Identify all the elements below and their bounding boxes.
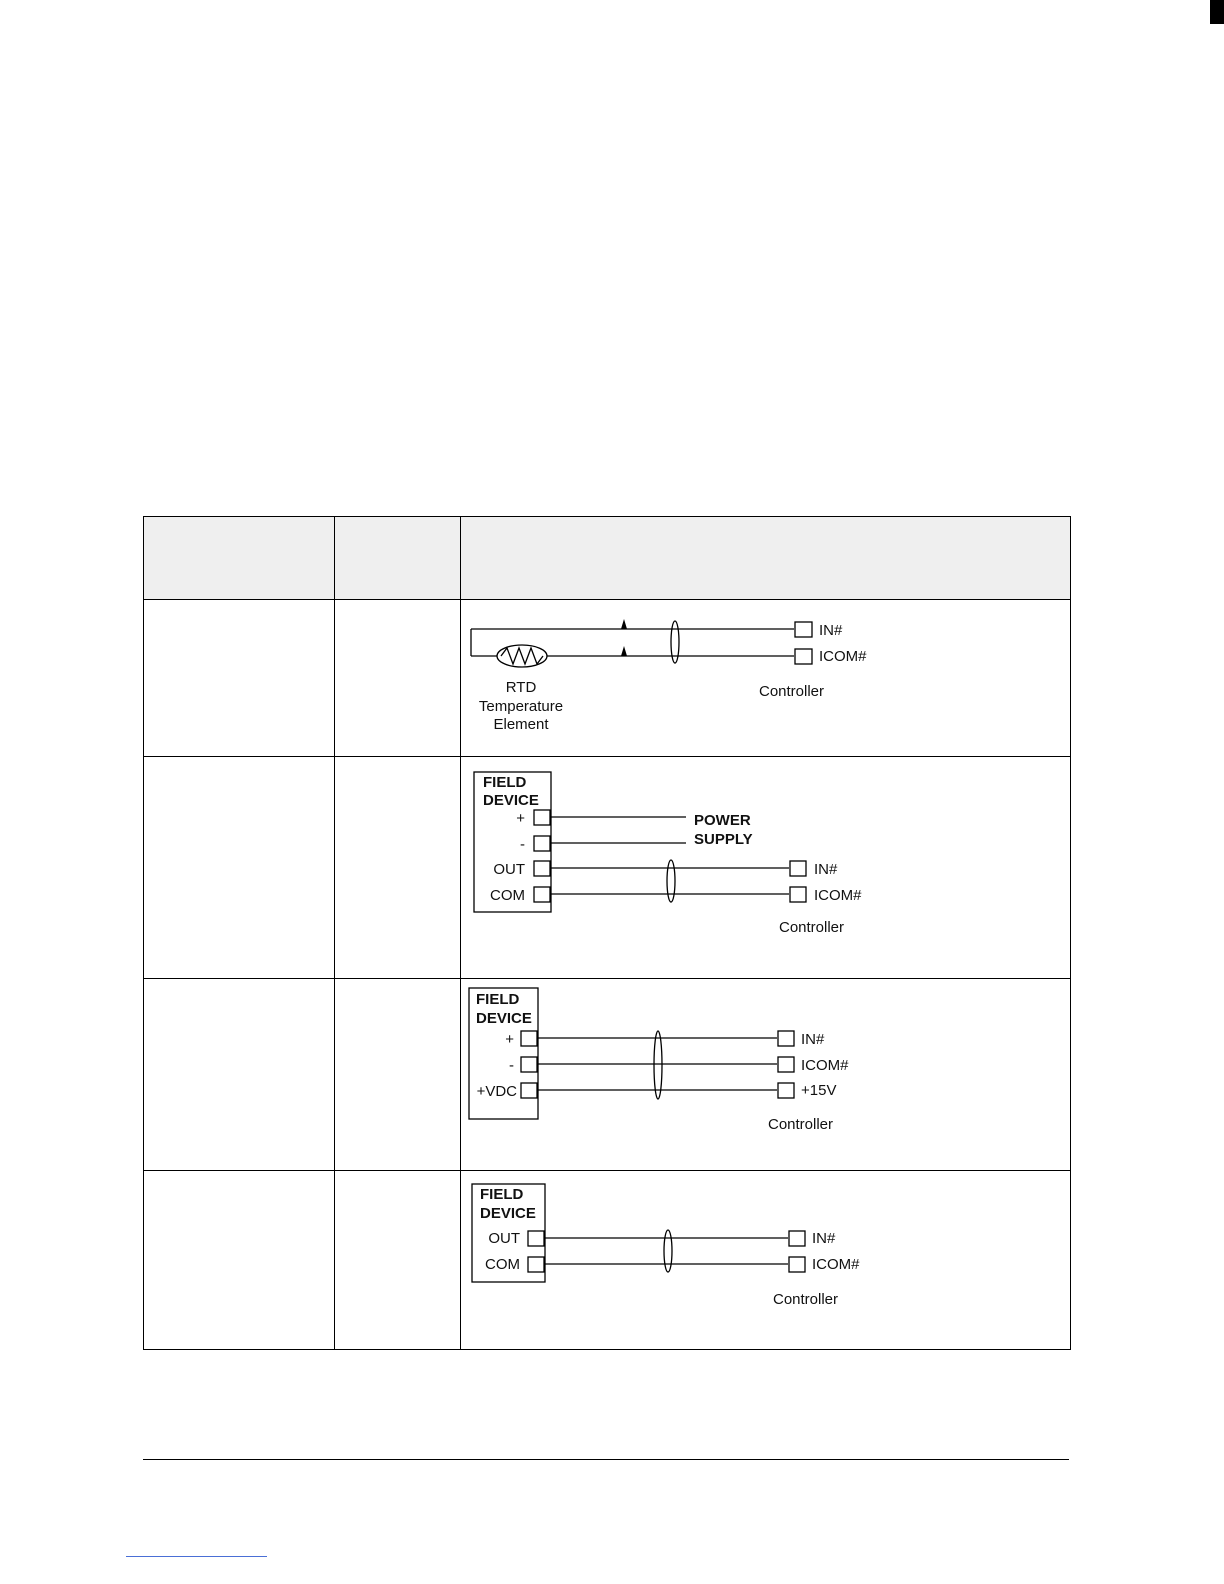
terminal-label: - — [520, 836, 525, 853]
header-cell-2 — [335, 517, 461, 600]
terminal-label: + — [516, 810, 525, 827]
field-device-title: FIELD — [483, 774, 527, 791]
row-1-col-1 — [144, 600, 335, 757]
row-3-diagram-cell — [461, 979, 1071, 1171]
terminal-icon — [534, 836, 550, 851]
row-4-col-2 — [335, 1171, 461, 1350]
rtd-label: Temperature — [478, 698, 564, 715]
row-2-col-2 — [335, 757, 461, 979]
terminal-icom-icon — [790, 887, 806, 902]
cable-shield-icon — [671, 621, 679, 663]
input-label-icom: ICOM# — [814, 887, 862, 904]
table-row — [144, 600, 1071, 757]
field-device-power-diagram — [461, 757, 1069, 977]
table-header-row — [144, 517, 1071, 600]
table-row — [144, 1171, 1071, 1350]
rtd-label: Element — [493, 716, 549, 733]
controller-label: Controller — [759, 683, 825, 700]
terminal-in-icon — [789, 1231, 805, 1246]
cable-shield-icon — [664, 1230, 672, 1272]
input-label-15v: +15V — [801, 1082, 837, 1099]
terminal-icon — [521, 1031, 537, 1046]
input-label-icom: ICOM# — [812, 1256, 860, 1273]
terminal-icom-icon — [795, 649, 812, 664]
input-label-in: IN# — [801, 1031, 825, 1048]
terminal-in-icon — [795, 622, 812, 637]
terminal-15v-icon — [778, 1083, 794, 1098]
row-4-col-1 — [144, 1171, 335, 1350]
row-1-col-2 — [335, 600, 461, 757]
terminal-icon — [534, 810, 550, 825]
terminal-label: +VDC — [476, 1083, 517, 1100]
terminal-icon — [528, 1257, 544, 1272]
cable-shield-icon — [654, 1031, 662, 1099]
terminal-label: OUT — [493, 861, 525, 878]
header-cell-3 — [461, 517, 1071, 600]
terminal-label: - — [509, 1057, 514, 1074]
input-label-icom: ICOM# — [801, 1057, 849, 1074]
row-2-col-1 — [144, 757, 335, 979]
row-1-diagram-cell — [461, 600, 1071, 757]
field-device-title: DEVICE — [480, 1205, 536, 1222]
row-2-diagram-cell — [461, 757, 1071, 979]
terminal-label: OUT — [488, 1230, 520, 1247]
terminal-label: COM — [485, 1256, 520, 1273]
footer-link-underline[interactable] — [126, 1556, 267, 1557]
terminal-icom-icon — [778, 1057, 794, 1072]
field-device-title: FIELD — [480, 1186, 524, 1203]
input-label-in: IN# — [814, 861, 838, 878]
field-device-vdc-diagram — [461, 979, 1069, 1169]
controller-label: Controller — [779, 919, 845, 936]
wiring-table — [143, 516, 1071, 1350]
rtd-wiring-diagram — [461, 600, 1069, 755]
controller-label: Controller — [768, 1116, 834, 1133]
terminal-label: COM — [490, 887, 525, 904]
input-label-in: IN# — [819, 622, 843, 639]
cable-shield-icon — [667, 860, 675, 902]
terminal-icom-icon — [789, 1257, 805, 1272]
terminal-icon — [521, 1057, 537, 1072]
field-device-out-com-diagram — [461, 1171, 1069, 1348]
ground-marker-icon — [621, 619, 627, 629]
terminal-in-icon — [790, 861, 806, 876]
power-supply-label: SUPPLY — [694, 831, 753, 848]
field-device-title: DEVICE — [483, 792, 539, 809]
footer-divider — [143, 1459, 1069, 1460]
ground-marker-icon — [621, 646, 627, 656]
terminal-icon — [534, 861, 550, 876]
row-3-col-1 — [144, 979, 335, 1171]
power-supply-label: POWER — [694, 812, 751, 829]
terminal-icon — [528, 1231, 544, 1246]
row-4-diagram-cell — [461, 1171, 1071, 1350]
header-cell-1 — [144, 517, 335, 600]
rtd-label: RTD — [505, 679, 537, 696]
controller-label: Controller — [773, 1291, 839, 1308]
table-row — [144, 979, 1071, 1171]
terminal-in-icon — [778, 1031, 794, 1046]
input-label-in: IN# — [812, 1230, 836, 1247]
row-3-col-2 — [335, 979, 461, 1171]
input-label-icom: ICOM# — [819, 648, 867, 665]
terminal-icon — [521, 1083, 537, 1098]
table-row — [144, 757, 1071, 979]
field-device-title: FIELD — [476, 991, 520, 1008]
terminal-icon — [534, 887, 550, 902]
field-device-title: DEVICE — [476, 1010, 532, 1027]
page-corner-mark — [1210, 0, 1224, 24]
terminal-label: + — [505, 1031, 514, 1048]
